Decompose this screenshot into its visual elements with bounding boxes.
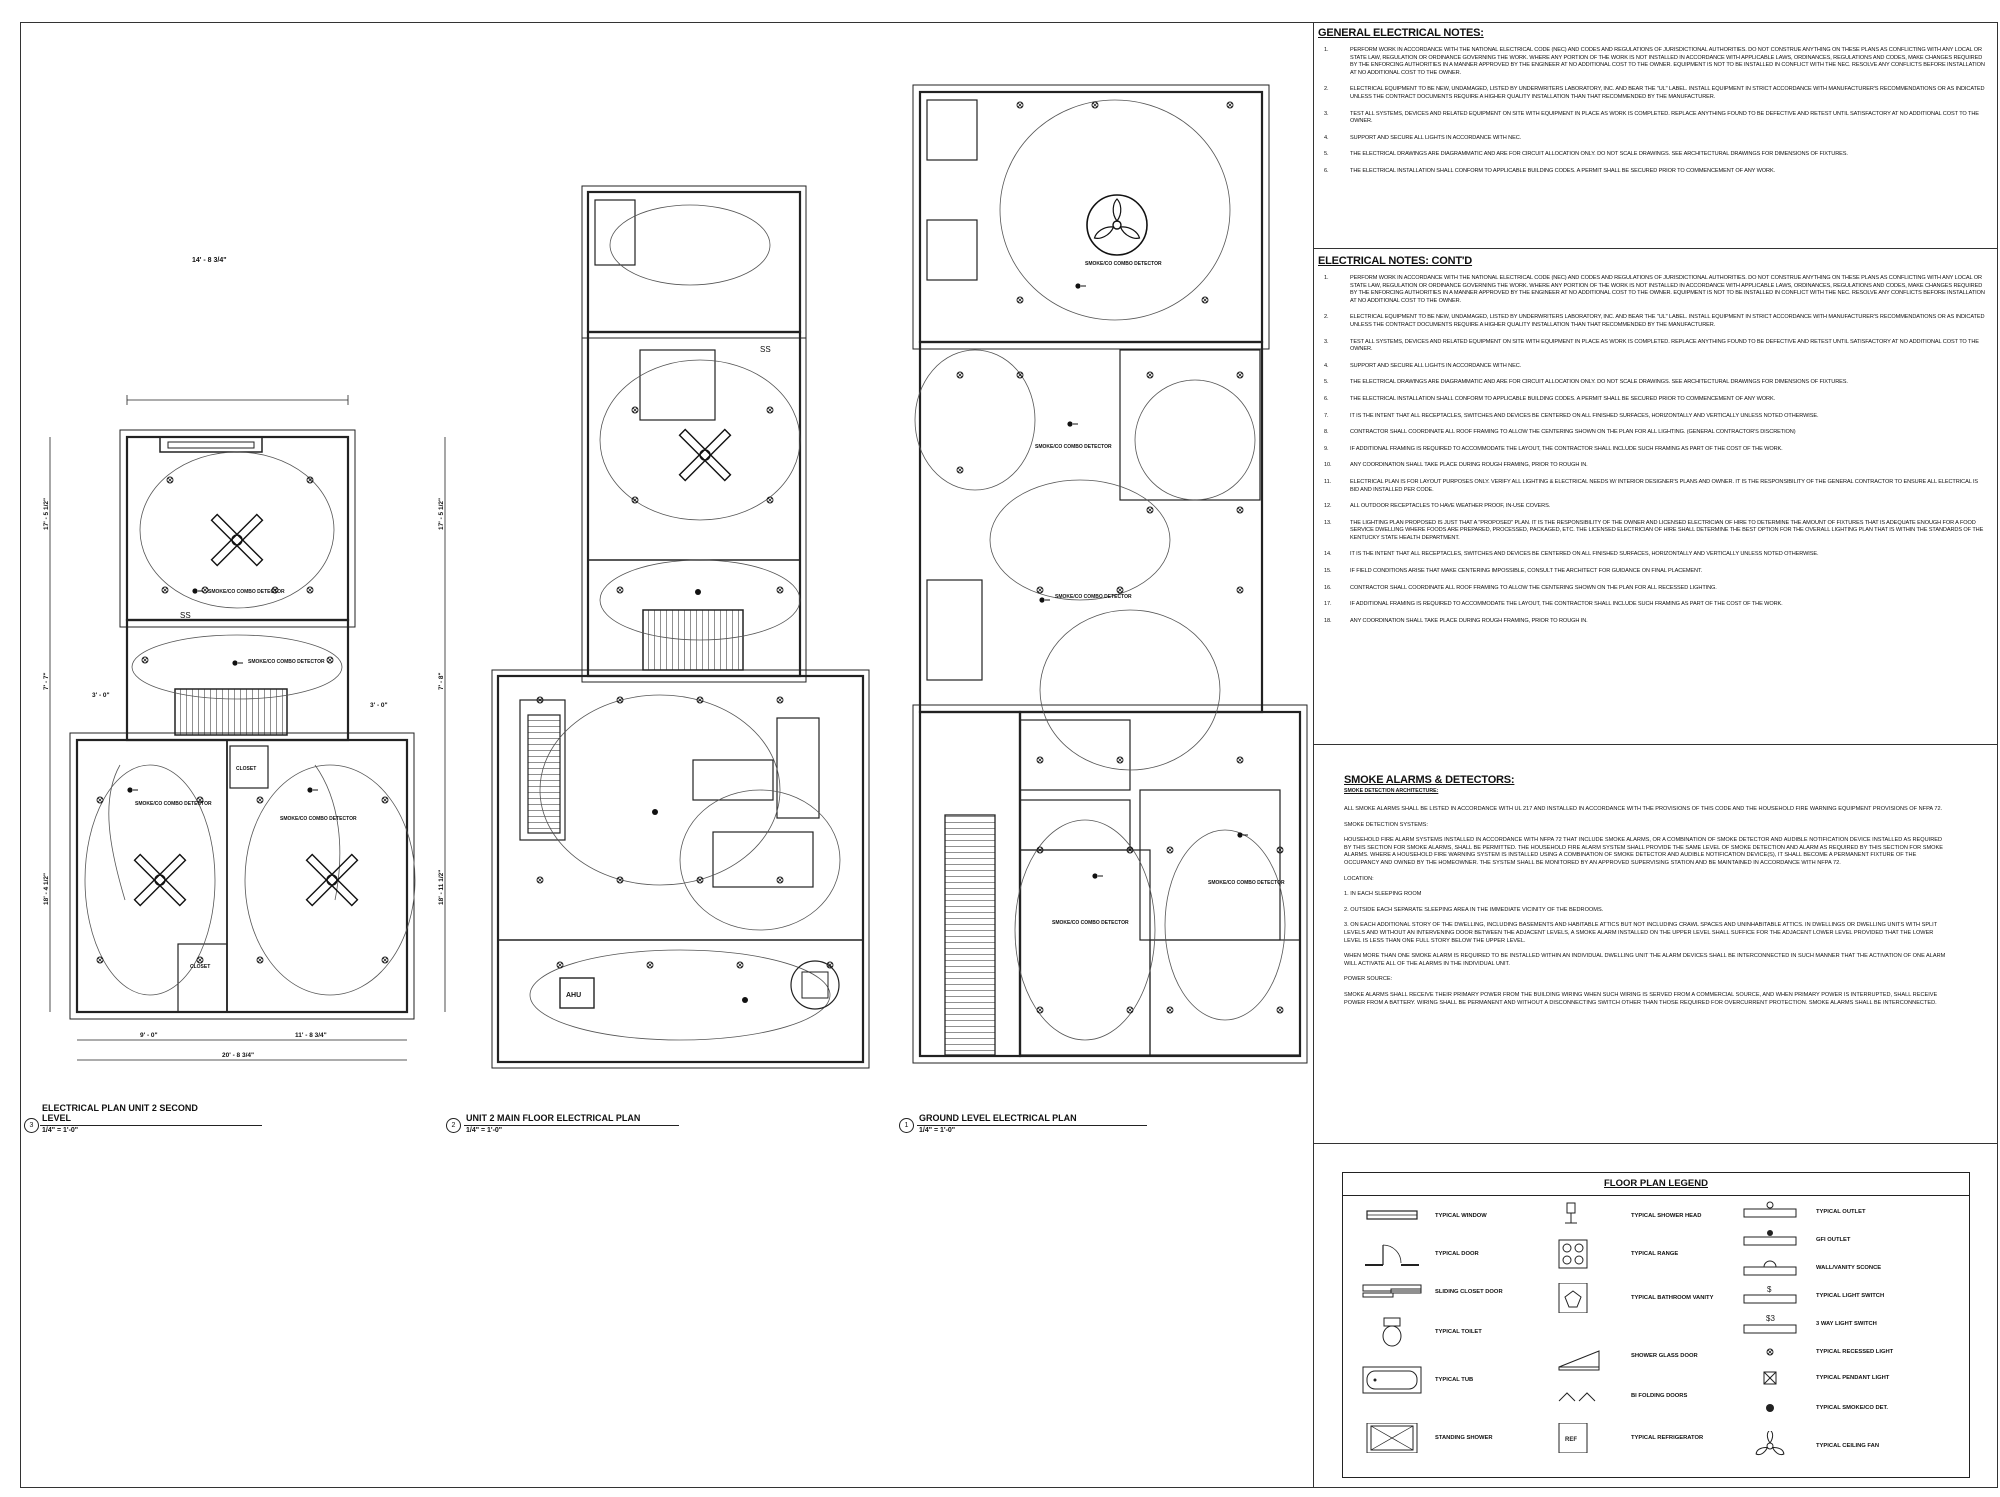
general-notes-title: GENERAL ELECTRICAL NOTES: <box>1318 27 1484 39</box>
smoke-p4: SMOKE ALARMS SHALL RECEIVE THEIR PRIMARY POWER FROM THE BUILDING WIRING WHEN SUCH WIRING IS SERVED FROM A COMMERCIAL SOURCE, AND WHEN PRIMARY POWER IS INTERRUPTED, SHALL RECEIVE POWER FROM A BATTERY. WIRING SHALL BE PERMANENT AND WITHOUT A DISCONNECTING SWITCH OTHER THAN THOSE REQUIRED FOR OVERCURRENT PROTECTION. SMOKE ALARMS SHALL BE INTERCONNECTED. <box>1344 991 1938 1006</box>
label-smoke-g2: SMOKE/CO COMBO DETECTOR <box>1035 444 1112 450</box>
dim-step-left: 3' - 0" <box>92 692 110 699</box>
plan-scale-2: 1/4" = 1'-0" <box>466 1127 503 1134</box>
note-item: 5. THE ELECTRICAL DRAWINGS ARE DIAGRAMMATIC AND ARE FOR CIRCUIT ALLOCATION ONLY. DO NOT SCALE DRAWINGS. SEE ARCHITECTURAL DRAWINGS FOR DIMENSIONS OF FIXTURES. <box>1324 379 1848 386</box>
dim-mid-right: 7' - 8" <box>438 672 445 690</box>
dim-step-right: 3' - 0" <box>370 702 388 709</box>
legend-door: TYPICAL DOOR <box>1357 1239 1479 1269</box>
legend-switch: $ TYPICAL LIGHT SWITCH <box>1738 1281 1884 1311</box>
stairs-ground <box>945 815 995 1055</box>
note-item: 13. THE LIGHTING PLAN PROPOSED IS JUST THAT A "PROPOSED" PLAN. IT IS THE RESPONSIBILITY OF THE OWNER AND LICENSED ELECTRICIAN OF HIRE TO DETERMINE THE AMOUNT OF FIXTURES THAT IS ADEQUATE ENOUGH FOR A FOOD SERVICE DWELLING WHERE FOODS ARE PREPARED, PROCESSED, PACKAGED, ETC. THE LICENSED ELECTRICIAN OF HIRE SHALL DETERMINE THE BEST OPTION FOR THE OVERALL LIGHTING PLAN THAT IS WITHIN THE STANDARDS OF THE KENTUCKY STATE HEALTH DEPARTMENT. <box>1324 519 1984 541</box>
dim-right-upper: 17' - 5 1/2" <box>438 497 445 530</box>
note-item: 3. TEST ALL SYSTEMS, DEVICES AND RELATED EQUIPMENT ON SITE WITH EQUIPMENT IN PLACE AS WORK IS COMPLETED. REPLACE ANYTHING FOUND TO BE DEFECTIVE AND RETEST UNTIL SATISFACTORY AT NO ADDITIONAL COST TO THE OWNER. <box>1324 338 1979 353</box>
legend-shower: STANDING SHOWER <box>1357 1423 1493 1453</box>
note-item: 5. THE ELECTRICAL DRAWINGS ARE DIAGRAMMATIC AND ARE FOR CIRCUIT ALLOCATION ONLY. DO NOT SCALE DRAWINGS. SEE ARCHITECTURAL DRAWINGS FOR DIMENSIONS OF FIXTURES. <box>1324 151 1848 158</box>
contd-notes <box>1314 255 1998 745</box>
legend-bifold: BI FOLDING DOORS <box>1553 1381 1687 1411</box>
label-smoke-g3: SMOKE/CO COMBO DETECTOR <box>1055 594 1132 600</box>
notes-column <box>1313 22 1998 1488</box>
dim-bottom-total: 20' - 8 3/4" <box>222 1052 255 1059</box>
svg-text:$3: $3 <box>1766 1314 1775 1323</box>
label-smoke-right: SMOKE/CO COMBO DETECTOR <box>280 816 357 822</box>
note-item: 7. IT IS THE INTENT THAT ALL RECEPTACLES, SWITCHES AND DEVICES BE CENTERED ON ALL FINISHED SURFACES, HORIZONTALLY AND VERTICALLY UNLESS NOTED OTHERWISE. <box>1324 412 1819 419</box>
plan-title-3: ELECTRICAL PLAN UNIT 2 SECOND <box>42 1103 198 1113</box>
note-item: 15. IF FIELD CONDITIONS ARISE THAT MAKE CENTERING IMPOSSIBLE, CONSULT THE ARCHITECT FOR GUIDANCE ON FINAL PLACEMENT. <box>1324 568 1703 575</box>
switch-ss-main: SS <box>760 345 771 354</box>
note-item: 8. CONTRACTOR SHALL COORDINATE ALL ROOF FRAMING TO ALLOW THE CENTERING SHOWN ON THE PLAN FOR ALL LIGHTING. (GENERAL CONTRACTOR'S DISCRETION) <box>1324 429 1796 436</box>
note-item: 12. ALL OUTDOOR RECEPTACLES TO HAVE WEATHER PROOF, IN-USE COVERS. <box>1324 503 1551 510</box>
smoke-h2: LOCATION: <box>1344 875 1374 882</box>
note-item: 17. IF ADDITIONAL FRAMING IS REQUIRED TO ACCOMMODATE THE LAYOUT, THE CONTRACTOR SHALL INCLUDE SUCH FRAMING AS PART OF THE COST OF THE WORK. <box>1324 601 1783 608</box>
smoke-h3: POWER SOURCE: <box>1344 976 1393 983</box>
legend-recessed: TYPICAL RECESSED LIGHT <box>1738 1337 1893 1367</box>
legend-ceiling-fan: TYPICAL CEILING FAN <box>1738 1431 1879 1461</box>
svg-text:$: $ <box>1767 1285 1772 1294</box>
dim-bottom-left: 9' - 0" <box>140 1032 158 1039</box>
note-item: 9. IF ADDITIONAL FRAMING IS REQUIRED TO ACCOMMODATE THE LAYOUT, THE CONTRACTOR SHALL INCLUDE SUCH FRAMING AS PART OF THE COST OF THE WORK. <box>1324 445 1783 452</box>
note-item: 4. SUPPORT AND SECURE ALL LIGHTS IN ACCORDANCE WITH NEC. <box>1324 362 1522 369</box>
smoke-p3: WHEN MORE THAN ONE SMOKE ALARM IS REQUIRED TO BE INSTALLED WITHIN AN INDIVIDUAL DWELLING UNIT THE ALARM DEVICES SHALL BE INTERCONNECTED IN SUCH MANNER THAT THE ACTIVATION OF ONE ALARM WILL ACTIVATE ALL OF THE ALARMS IN THE INDIVIDUAL UNIT. <box>1344 953 1946 967</box>
dim-lower-left: 18' - 4 1/2" <box>43 872 50 905</box>
legend-title: FLOOR PLAN LEGEND <box>1343 1173 1969 1196</box>
label-smoke-g5: SMOKE/CO COMBO DETECTOR <box>1208 880 1285 886</box>
plan-title-1: GROUND LEVEL ELECTRICAL PLAN <box>919 1113 1077 1123</box>
note-item: 18. ANY COORDINATION SHALL TAKE PLACE DURING ROUGH FRAMING, PRIOR TO ROUGH IN. <box>1324 617 1588 624</box>
legend-smoke-det: TYPICAL SMOKE/CO DET. <box>1738 1393 1888 1423</box>
legend-tub: TYPICAL TUB <box>1357 1365 1473 1395</box>
plan-title-3b: LEVEL <box>42 1113 72 1123</box>
legend-3way-switch: $3 3 WAY LIGHT SWITCH <box>1738 1309 1877 1339</box>
smoke-l1: 1. IN EACH SLEEPING ROOM <box>1344 891 1422 898</box>
plan-number-1: 1 <box>899 1118 914 1133</box>
plan-number-2: 2 <box>446 1118 461 1133</box>
legend-ref-label: REF <box>1565 1437 1577 1443</box>
smoke-p1: ALL SMOKE ALARMS SHALL BE LISTED IN ACCORDANCE WITH UL 217 AND INSTALLED IN ACCORDANCE WITH THE PROVISIONS OF THIS CODE AND THE HOUSEHOLD FIRE WARNING EQUIPMENT PROVISIONS OF NFPA 72. <box>1344 806 1943 812</box>
note-item: 1. PERFORM WORK IN ACCORDANCE WITH THE NATIONAL ELECTRICAL CODE (NEC) AND CODES AND REGULATIONS OF JURISDICTIONAL AUTHORITIES. DO NOT CONSTRUE ANYTHING ON THESE PLANS AS CONFLICTING WITH ANY LOCAL OR STATE LAW, REGULATION OR ORDINANCE GOVERNING THE WORK. WHERE ANY PORTION OF THE WORK IS NOT INSTALLED IN ACCORDANCE WITH APPLICABLE LAWS, ORDINANCES, REGULATIONS AND CODES, MAKE CHANGES REQUIRED BY THE ENFORCING AUTHORITIES IN A MANNER APPROVED BY THE ENGINEER AT NO ADDITIONAL COST TO THE OWNER. EQUIPMENT IS NOT TO BE INSTALLED IN CONFLICT WITH THE NEC. RESOLVE ANY CONFLICTS BEFORE INSTALLATION AT NO ADDITIONAL COST TO THE OWNER. <box>1324 275 1985 304</box>
label-smoke-left: SMOKE/CO COMBO DETECTOR <box>135 801 212 807</box>
legend-shower-head: TYPICAL SHOWER HEAD <box>1553 1201 1701 1231</box>
label-smoke-g4: SMOKE/CO COMBO DETECTOR <box>1052 920 1129 926</box>
legend-range: TYPICAL RANGE <box>1553 1239 1678 1269</box>
switch-ss-second: SS <box>180 611 191 620</box>
smoke-l3: 3. ON EACH ADDITIONAL STORY OF THE DWELLING, INCLUDING BASEMENTS AND HABITABLE ATTICS BUT NOT INCLUDING CRAWL SPACES AND UNINHABITABLE ATTICS. IN DWELLINGS OR DWELLING UNITS WITH SPLIT LEVELS AND WITHOUT AN INTERVENING DOOR BETWEEN THE ADJACENT LEVELS, A SMOKE ALARM INSTALLED ON THE UPPER LEVEL SHALL SUFFICE FOR THE ADJACENT LOWER LEVEL PROVIDED THAT THE LOWER LEVEL IS LESS THAN ONE FULL STORY BELOW THE UPPER LEVEL. <box>1344 922 1938 944</box>
contd-notes-list <box>1314 275 1998 625</box>
note-item: 2. ELECTRICAL EQUIPMENT TO BE NEW, UNDAMAGED, LISTED BY UNDERWRITERS LABORATORY, INC. AND BEAR THE "UL" LABEL. INSTALL EQUIPMENT IN STRICT ACCORDANCE WITH MANUFACTURER'S RECOMMENDATIONS OR AS INDICATED UNLESS THE CONTRACT DOCUMENTS REQUIRE A HIGHER QUALITY INSTALLATION THAN THAT RECOMMENDED BY THE MANUFACTURER. <box>1324 314 1985 328</box>
smoke-alarms-section <box>1314 774 1998 1144</box>
plan-number-3: 3 <box>24 1118 39 1133</box>
dim-lower-right: 18' - 11 1/2" <box>438 869 445 905</box>
note-item: 16. CONTRACTOR SHALL COORDINATE ALL ROOF FRAMING TO ALLOW THE CENTERING SHOWN ON THE PLAN FOR ALL RECESSED LIGHTING. <box>1324 584 1717 591</box>
legend-window: TYPICAL WINDOW <box>1357 1201 1487 1231</box>
legend-pendant: TYPICAL PENDANT LIGHT <box>1738 1363 1889 1393</box>
ground-fan <box>1087 195 1147 255</box>
note-item: 6. THE ELECTRICAL INSTALLATION SHALL CONFORM TO APPLICABLE BUILDING CODES. A PERMIT SHALL BE SECURED PRIOR TO COMMENCEMENT OF ANY WORK. <box>1324 167 1776 174</box>
note-item: 11. ELECTRICAL PLAN IS FOR LAYOUT PURPOSES ONLY. VERIFY ALL LIGHTING & ELECTRICAL NEEDS W/ INTERIOR DESIGNER'S PLANS AND OWNER. IT IS THE RESPONSIBILITY OF THE GENERAL CONTRACTOR TO ENSURE ALL ELECTRICAL IS BID AND INSTALLED PER CODE. <box>1324 478 1979 493</box>
legend-glass-door: SHOWER GLASS DOOR <box>1553 1341 1698 1371</box>
contd-notes-title: ELECTRICAL NOTES: CONT'D <box>1318 255 1473 267</box>
dim-bottom-right: 11' - 8 3/4" <box>295 1032 327 1039</box>
general-notes-list <box>1314 47 1998 176</box>
dim-top-width: 14' - 8 3/4" <box>192 257 227 264</box>
dim-mid-left: 7' - 7" <box>43 672 50 690</box>
smoke-l2: 2. OUTSIDE EACH SEPARATE SLEEPING AREA IN THE IMMEDIATE VICINITY OF THE BEDROOMS. <box>1344 906 1604 913</box>
label-smoke-hall: SMOKE/CO COMBO DETECTOR <box>248 659 325 665</box>
note-item: 6. THE ELECTRICAL INSTALLATION SHALL CONFORM TO APPLICABLE BUILDING CODES. A PERMIT SHALL BE SECURED PRIOR TO COMMENCEMENT OF ANY WORK. <box>1324 395 1776 402</box>
note-item: 2. ELECTRICAL EQUIPMENT TO BE NEW, UNDAMAGED, LISTED BY UNDERWRITERS LABORATORY, INC. AND BEAR THE "UL" LABEL. INSTALL EQUIPMENT IN STRICT ACCORDANCE WITH MANUFACTURER'S RECOMMENDATIONS OR AS INDICATED UNLESS THE CONTRACT DOCUMENTS REQUIRE A HIGHER QUALITY INSTALLATION THAN THAT RECOMMENDED BY THE MANUFACTURER. <box>1324 86 1985 100</box>
legend-toilet: TYPICAL TOILET <box>1357 1317 1482 1347</box>
legend-outlet: TYPICAL OUTLET <box>1738 1197 1866 1227</box>
note-item: 10. ANY COORDINATION SHALL TAKE PLACE DURING ROUGH FRAMING, PRIOR TO ROUGH IN. <box>1324 462 1588 469</box>
label-smoke-upper: SMOKE/CO COMBO DETECTOR <box>208 589 285 595</box>
legend-gfi: GFI OUTLET <box>1738 1225 1850 1255</box>
label-closet-b: CLOSET <box>190 964 211 970</box>
recessed-lights-ground <box>957 102 1283 1013</box>
legend-sconce: WALL/VANITY SCONCE <box>1738 1253 1881 1283</box>
general-notes <box>1314 27 1998 249</box>
note-item: 4. SUPPORT AND SECURE ALL LIGHTS IN ACCORDANCE WITH NEC. <box>1324 134 1522 141</box>
legend-refrigerator: REF TYPICAL REFRIGERATOR <box>1553 1423 1703 1453</box>
smoke-p2: HOUSEHOLD FIRE ALARM SYSTEMS INSTALLED IN ACCORDANCE WITH NFPA 72 THAT INCLUDE SMOKE ALARMS, OR A COMBINATION OF SMOKE DETECTOR AND AUDIBLE NOTIFICATION DEVICE INSTALLED AS REQUIRED BY THIS SECTION FOR SMOKE ALARMS, SHALL BE PERMITTED. THE HOUSEHOLD FIRE ALARM SYSTEM SHALL PROVIDE THE SAME LEVEL OF SMOKE DETECTION AND ALARM AS REQUIRED BY THIS SECTION FOR SMOKE ALARMS. WHERE A HOUSEHOLD FIRE WARNING SYSTEM IS INSTALLED USING A COMBINATION OF SMOKE DETECTOR AND AUDIBLE NOTIFICATION DEVICE(S), IT SHALL BECOME A PERMANENT FIXTURE OF THE OCCUPANCY AND OWNED BY THE HOMEOWNER. THE SYSTEM SHALL BE MONITORED BY AN APPROVED SUPERVISING STATION AND BE MAINTAINED IN ACCORDANCE WITH NFPA 72. <box>1344 837 1943 866</box>
note-item: 14. IT IS THE INTENT THAT ALL RECEPTACLES, SWITCHES AND DEVICES BE CENTERED ON ALL FINISHED SURFACES, HORIZONTALLY AND VERTICALLY UNLESS NOTED OTHERWISE. <box>1324 551 1819 558</box>
plan-scale-1: 1/4" = 1'-0" <box>919 1127 956 1134</box>
label-closet-a: CLOSET <box>236 766 257 772</box>
plan-scale-3: 1/4" = 1'-0" <box>42 1127 79 1134</box>
floor-plan-legend <box>1342 1172 1970 1478</box>
smoke-title: SMOKE ALARMS & DETECTORS: <box>1344 774 1515 786</box>
legend-vanity: TYPICAL BATHROOM VANITY <box>1553 1283 1713 1313</box>
smoke-subtitle: SMOKE DETECTION ARCHITECTURE: <box>1344 788 1439 794</box>
note-item: 1. PERFORM WORK IN ACCORDANCE WITH THE NATIONAL ELECTRICAL CODE (NEC) AND CODES AND REGULATIONS OF JURISDICTIONAL AUTHORITIES. DO NOT CONSTRUE ANYTHING ON THESE PLANS AS CONFLICTING WITH ANY LOCAL OR STATE LAW, REGULATION OR ORDINANCE GOVERNING THE WORK. WHERE ANY PORTION OF THE WORK IS NOT INSTALLED IN ACCORDANCE WITH APPLICABLE LAWS, ORDINANCES, REGULATIONS AND CODES, MAKE CHANGES REQUIRED BY THE ENFORCING AUTHORITIES IN A MANNER APPROVED BY THE ENGINEER AT NO ADDITIONAL COST TO THE OWNER. EQUIPMENT IS NOT TO BE INSTALLED IN CONFLICT WITH THE NEC. RESOLVE ANY CONFLICTS BEFORE INSTALLATION AT NO ADDITIONAL COST TO THE OWNER. <box>1324 47 1985 76</box>
smoke-h1: SMOKE DETECTION SYSTEMS: <box>1344 821 1428 828</box>
dim-left-upper: 17' - 5 1/2" <box>43 497 50 530</box>
legend-sliding-door: SLIDING CLOSET DOOR <box>1357 1277 1503 1307</box>
note-item: 3. TEST ALL SYSTEMS, DEVICES AND RELATED EQUIPMENT ON SITE WITH EQUIPMENT IN PLACE AS WORK IS COMPLETED. REPLACE ANYTHING FOUND TO BE DEFECTIVE AND RETEST UNTIL SATISFACTORY AT NO ADDITIONAL COST TO THE OWNER. <box>1324 110 1979 125</box>
plan-title-2: UNIT 2 MAIN FLOOR ELECTRICAL PLAN <box>466 1113 641 1123</box>
label-smoke-g1: SMOKE/CO COMBO DETECTOR <box>1085 261 1162 267</box>
label-ahu: AHU <box>566 992 582 999</box>
